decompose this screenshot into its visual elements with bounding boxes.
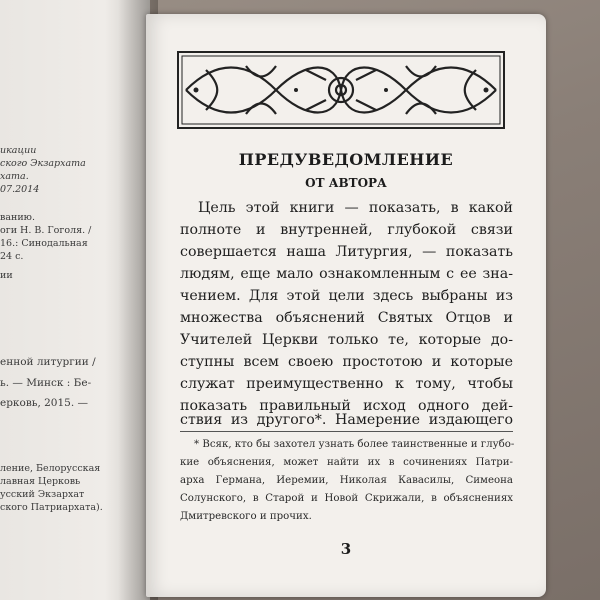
left-line: ванию. bbox=[0, 212, 35, 223]
footnote-divider bbox=[180, 431, 513, 432]
body-line: множества объяснений Святых Отцов и bbox=[180, 310, 513, 326]
left-line: ерковь, 2015. — bbox=[0, 397, 89, 409]
page-title: ПРЕДУВЕДОМЛЕНИЕ bbox=[238, 150, 454, 169]
left-line: 16.: Синодальная bbox=[0, 238, 88, 249]
left-line: лавная Церковь bbox=[0, 476, 81, 487]
left-line: 24 с. bbox=[0, 251, 24, 262]
left-line: ии bbox=[0, 270, 13, 281]
footnote-line: арха Германа, Иеремии, Николая Кавасилы, Симеона bbox=[180, 475, 513, 486]
page-subtitle: ОТ АВТОРА bbox=[305, 176, 387, 190]
body-line: Учителей Церкви только те, которые до- bbox=[180, 332, 513, 348]
left-line: 07.2014 bbox=[0, 184, 40, 195]
page-number: 3 bbox=[340, 540, 352, 558]
body-line: совершается наша Литургия, — показать bbox=[180, 244, 513, 260]
left-line: ского Патриархата). bbox=[0, 502, 103, 513]
footnote-line: * Всяк, кто бы захотел узнать более таинственные и глубо- bbox=[194, 439, 515, 450]
body-line: людям, еще мало ознакомленным с ее зна- bbox=[180, 266, 513, 282]
left-line: усский Экзархат bbox=[0, 489, 85, 500]
left-line: ь. — Минск : Бе- bbox=[0, 377, 92, 389]
left-line: енной литургии / bbox=[0, 356, 96, 368]
footnote-line: Солунского, в Старой и Новой Скрижали, в объяснениях bbox=[180, 493, 513, 504]
left-line: ского Экзархата bbox=[0, 158, 86, 169]
body-line: служат преимущественно к тому, чтобы bbox=[180, 376, 513, 392]
celtic-knot-ornament-icon bbox=[176, 50, 506, 130]
body-line: ствия из другого*. Намерение издающего bbox=[180, 412, 513, 428]
footnote-line: Дмитревского и прочих. bbox=[180, 511, 312, 522]
body-line: чением. Для этой цели здесь выбраны из bbox=[180, 288, 513, 304]
left-line: икации bbox=[0, 145, 37, 156]
body-line: показать правильный исход одного дей- bbox=[180, 398, 513, 414]
left-line: хата. bbox=[0, 171, 29, 182]
body-line: полноте и внутренней, глубокой связи bbox=[180, 222, 513, 238]
left-line: ление, Белорусская bbox=[0, 463, 101, 474]
left-line: оги Н. В. Гоголя. / bbox=[0, 225, 92, 236]
footnote-line: кие объяснения, может найти их в сочинениях Патри- bbox=[180, 457, 513, 468]
body-line: ступны всем своею простотою и которые bbox=[180, 354, 513, 370]
body-line: Цель этой книги — показать, в какой bbox=[198, 200, 513, 216]
